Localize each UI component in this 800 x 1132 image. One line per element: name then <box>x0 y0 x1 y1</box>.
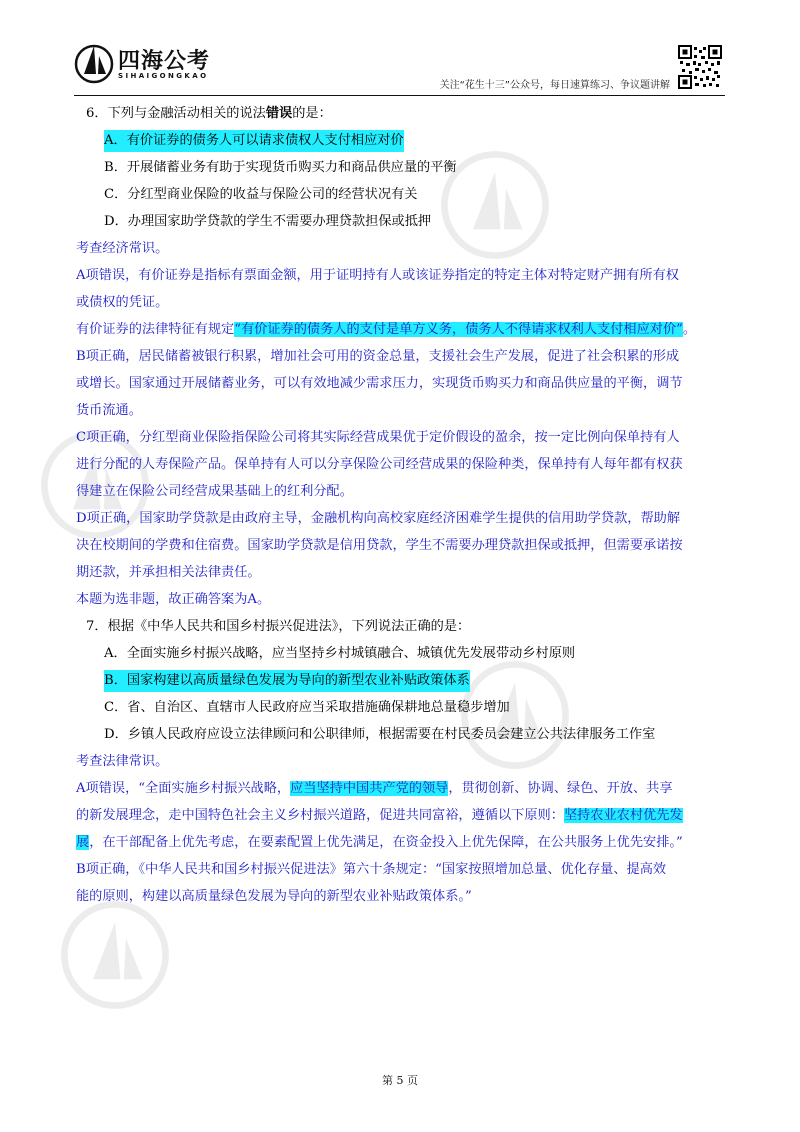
q6-explanation-b-line2: 或增长。国家通过开展储蓄业务，可以有效地减少需求压力，实现货币购买力和商品供应量的平衡，调节 <box>76 376 683 391</box>
q6-explanation-c-line1: C项正确，分红型商业保险指保险公司将其实际经营成果优于定价假设的盈余，按一定比例向保单持有人 <box>76 430 680 445</box>
q7-explanation-a-line3: 展，在干部配备上优先考虑，在要素配置上优先满足，在资金投入上优先保障，在公共服务上优先安排。” <box>76 835 683 850</box>
q6-explanation-a-line1: A项错误，有价证券是指标有票面金额，用于证明持有人或该证券指定的特定主体对特定财产拥有所有权 <box>76 268 679 283</box>
q7-option-b <box>76 667 734 694</box>
q6-option-a <box>76 127 734 154</box>
sail-logo-icon <box>74 40 114 84</box>
q6-explanation-d-line3: 期还款，并承担相关法律责任。 <box>76 565 261 580</box>
brand-logo <box>74 40 224 90</box>
q7-option-d: D．乡镇人民政府应设立法律顾问和公职律师，根据需要在村民委员会建立公共法律服务工作室 <box>104 727 656 742</box>
qr-code-icon <box>678 45 722 89</box>
page-header <box>0 0 800 100</box>
question-6-stem: 6．下列与金融活动相关的说法错误的是： <box>86 106 332 121</box>
q7-option-b-highlight: B．国家构建以高质量绿色发展为导向的新型农业补贴政策体系 <box>104 670 470 692</box>
q6-option-d: D．办理国家助学贷款的学生不需要办理贷款担保或抵押 <box>104 214 432 229</box>
q6-explanation-b-line1: B项正确，居民储蓄被银行积累，增加社会可用的资金总量，支援社会生产发展，促进了社会积累的形成 <box>76 349 680 364</box>
page-content <box>76 100 734 910</box>
q6-option-b: B．开展储蓄业务有助于实现货币购买力和商品供应量的平衡 <box>104 160 457 175</box>
q6-explanation-b-line3: 货币流通。 <box>76 403 142 418</box>
page-number: 第 5 页 <box>382 1074 418 1087</box>
q6-answer: 本题为选非题，故正确答案为A。 <box>76 592 271 607</box>
q6-explanation-c-line3: 得建立在保险公司经营成果基础上的红利分配。 <box>76 484 353 499</box>
question-7-stem: 7．根据《中华人民共和国乡村振兴促进法》，下列说法正确的是： <box>86 619 471 634</box>
q6-explanation-c-line2: 进行分配的人寿保险产品。保单持有人可以分享保险公司经营成果的保险种类，保单持有人每年都有权获 <box>76 457 683 472</box>
q6-explanation-d-line2: 决在校期间的学费和住宿费。国家助学贷款是信用贷款，学生不需要办理贷款担保或抵押，但需要承诺按 <box>76 538 683 553</box>
header-rule <box>74 95 725 96</box>
q6-option-a-highlight: A．有价证券的债务人可以请求债权人支付相应对价 <box>104 130 404 152</box>
q6-option-c: C．分红型商业保险的收益与保险公司的经营状况有关 <box>104 187 418 202</box>
q7-priority-highlight-cont: 展 <box>76 835 90 850</box>
q7-explanation-b-line2: 能的原则，构建以高质量绿色发展为导向的新型农业补贴政策体系。” <box>76 889 472 904</box>
brand-name: 四海公考 <box>118 49 211 74</box>
q7-option-a: A．全面实施乡村振兴战略，应当坚持乡村城镇融合、城镇优先发展带动乡村原则 <box>104 646 576 661</box>
q6-explanation-intro: 考查经济常识。 <box>76 241 169 256</box>
q7-explanation-b-line1: B项正确，《中华人民共和国乡村振兴促进法》第六十条规定：“国家按照增加总量、优化存量、提高效 <box>76 862 667 877</box>
q7-explanation-a-line2: 的新发展理念，走中国特色社会主义乡村振兴道路，促进共同富裕，遵循以下原则：坚持农业农村优先发 <box>76 808 683 823</box>
header-tagline: 关注“花生十三”公众号，每日速算练习、争议题讲解 <box>439 80 670 91</box>
q7-priority-highlight: 坚持农业农村优先发 <box>563 808 683 823</box>
watermark-logo-icon <box>60 900 170 1010</box>
brand-name-latin: SIHAIGONGKAO <box>118 72 209 80</box>
q6-explanation-law: 有价证券的法律特征有规定“有价证券的债务人的支付是单方义务，债务人不得请求权利人支付相应对价”。 <box>76 322 697 337</box>
q6-explanation-a-line2: 或债权的凭证。 <box>76 295 169 310</box>
q7-option-c: C．省、自治区、直辖市人民政府应当采取措施确保耕地总量稳步增加 <box>104 700 510 715</box>
q7-party-leadership-highlight: 应当坚持中国共产党的领导 <box>290 781 449 796</box>
q7-explanation-intro: 考查法律常识。 <box>76 754 169 769</box>
q6-explanation-d-line1: D项正确，国家助学贷款是由政府主导，金融机构向高校家庭经济困难学生提供的信用助学贷款，帮助解 <box>76 511 681 526</box>
q7-explanation-a-line1: A项错误，“全面实施乡村振兴战略，应当坚持中国共产党的领导，贯彻创新、协调、绿色、开放、共享 <box>76 781 673 796</box>
q6-law-highlight: “有价证券的债务人的支付是单方义务，债务人不得请求权利人支付相应对价” <box>234 322 683 337</box>
